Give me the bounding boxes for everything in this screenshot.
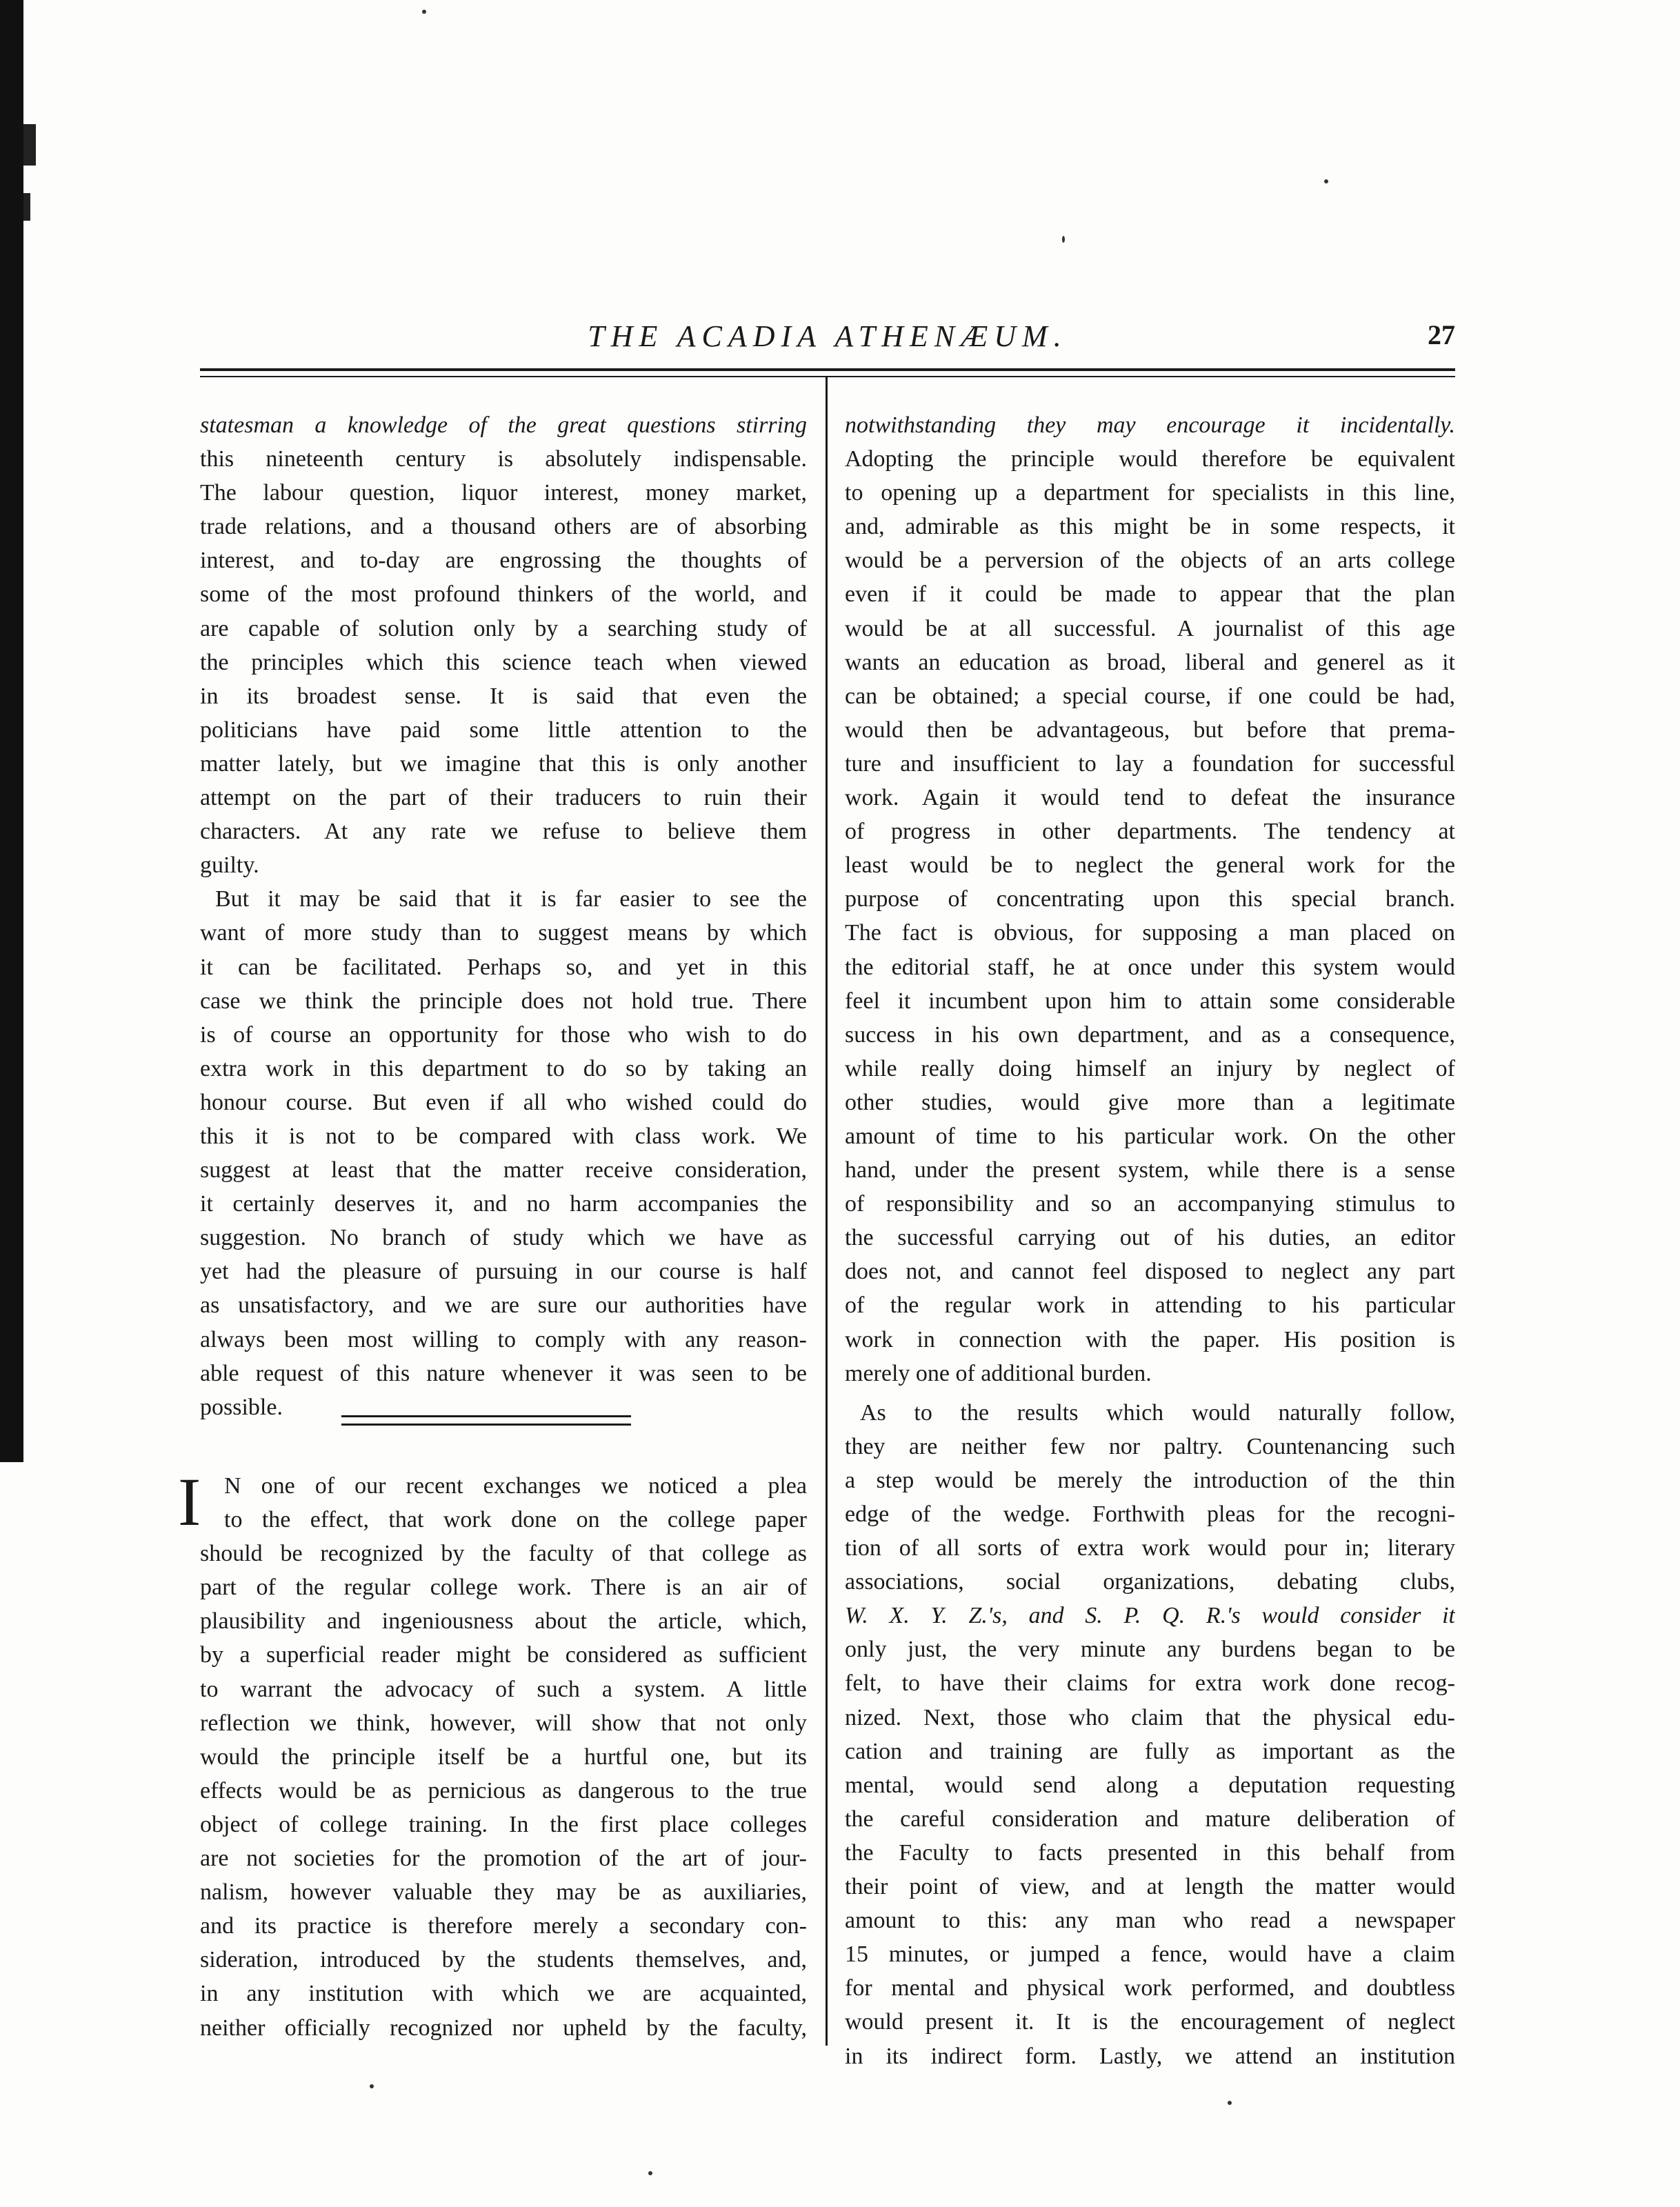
ink-speck: [1228, 2101, 1232, 2105]
text-line: hand, under the present system, while there is a sense: [845, 1157, 1455, 1184]
text-line: the Faculty to facts presented in this behalf from: [845, 1839, 1455, 1866]
drop-cap: I: [178, 1464, 201, 1540]
text-line: the principles which this science teach when viewed: [200, 649, 807, 675]
text-line: As to the results which would naturally follow,: [860, 1399, 1455, 1426]
text-line: always been most willing to comply with any reason-: [200, 1326, 807, 1352]
text-line: guilty.: [200, 852, 259, 879]
text-line: notwithstanding they may encourage it incidentally.: [845, 412, 1455, 438]
text-line: as unsatisfactory, and we are sure our authorities have: [200, 1292, 807, 1319]
ink-speck: [422, 10, 426, 14]
text-line: the successful carrying out of his duties, an editor: [845, 1225, 1455, 1251]
second-article: [200, 1469, 807, 2045]
text-line: reflection we think, however, will show that not only: [200, 1710, 807, 1736]
text-line: characters. At any rate we refuse to believe them: [200, 819, 807, 845]
text-line: interest, and to-day are engrossing the thoughts of: [200, 548, 807, 574]
column-divider: [826, 377, 828, 2046]
text-line: nized. Next, those who claim that the physical edu-: [845, 1704, 1455, 1730]
text-line: case we think the principle does not hold true. There: [200, 988, 807, 1014]
text-line: only just, the very minute any burdens began to be: [845, 1637, 1455, 1663]
text-line: part of the regular college work. There is an air of: [200, 1575, 807, 1601]
ink-speck: [370, 2084, 374, 2088]
right-column: [845, 408, 1455, 2073]
journal-title: THE ACADIA ATHENÆUM.: [588, 319, 1068, 353]
text-line: even if it could be made to appear that the plan: [845, 581, 1455, 608]
text-line: associations, social organizations, debating clubs,: [845, 1569, 1455, 1595]
text-line: neither officially recognized nor upheld by the faculty,: [200, 2015, 807, 2041]
text-line: attempt on the part of their traducers to ruin their: [200, 785, 807, 811]
text-line: sideration, introduced by the students themselves, and,: [200, 1947, 807, 1973]
text-line: is of course an opportunity for those who wish to do: [200, 1021, 807, 1048]
text-line: felt, to have their claims for extra work done recog-: [845, 1670, 1455, 1697]
text-line: mental, would send along a deputation requesting: [845, 1772, 1455, 1798]
page-number: 27: [1428, 319, 1455, 350]
text-line: work in connection with the paper. His position is: [845, 1326, 1455, 1352]
text-line: 15 minutes, or jumped a fence, would have a claim: [845, 1941, 1455, 1968]
text-line: should be recognized by the faculty of that college as: [200, 1541, 807, 1567]
text-line: while really doing himself an injury by neglect of: [845, 1055, 1455, 1081]
text-line: a step would be merely the introduction of the thin: [845, 1467, 1455, 1493]
text-line: would be at all successful. A journalist of this age: [845, 615, 1455, 641]
text-line: in its broadest sense. It is said that even the: [200, 683, 807, 709]
running-head: [200, 319, 1455, 367]
text-line: other studies, would give more than a legitimate: [845, 1089, 1455, 1115]
text-line: are capable of solution only by a searching study of: [200, 615, 807, 641]
text-line: feel it incumbent upon him to attain some considerable: [845, 988, 1455, 1014]
header-rule-top: [200, 368, 1455, 371]
text-line: able request of this nature whenever it was seen to be: [200, 1360, 807, 1386]
text-line: politicians have paid some little attention to the: [200, 717, 807, 743]
text-line: honour course. But even if all who wished could do: [200, 1089, 807, 1115]
article-separator-top: [341, 1415, 631, 1417]
text-line: statesman a knowledge of the great questions stirring: [200, 412, 807, 438]
text-line: the editorial staff, he at once under this system would: [845, 954, 1455, 980]
text-line: The fact is obvious, for supposing a man placed on: [845, 920, 1455, 946]
text-line: of responsibility and so an accompanying stimulus to: [845, 1191, 1455, 1217]
text-line: effects would be as pernicious as dangerous to the true: [200, 1777, 807, 1804]
article-separator-bottom: [341, 1424, 631, 1426]
text-line: to the effect, that work done on the college paper: [224, 1507, 807, 1533]
text-line: by a superficial reader might be considered as sufficient: [200, 1642, 807, 1668]
text-line: would present it. It is the encouragement of neglect: [845, 2009, 1455, 2035]
text-line: matter lately, but we imagine that this is only another: [200, 750, 807, 777]
text-line: But it may be said that it is far easier to see the: [215, 886, 807, 912]
text-line: would the principle itself be a hurtful one, but its: [200, 1744, 807, 1770]
text-line: in its indirect form. Lastly, we attend an institution: [845, 2043, 1455, 2069]
left-column: [200, 408, 807, 1424]
text-line: of progress in other departments. The tendency at: [845, 819, 1455, 845]
text-line: ture and insufficient to lay a foundation for successful: [845, 750, 1455, 777]
text-line: amount of time to his particular work. On the other: [845, 1123, 1455, 1149]
text-line: merely one of additional burden.: [845, 1360, 1152, 1386]
text-line: in any institution with which we are acquainted,: [200, 1981, 807, 2007]
ink-speck: [1324, 179, 1328, 183]
text-line: Adopting the principle would therefore be equivalent: [845, 446, 1455, 472]
text-line: this nineteenth century is absolutely indispensable.: [200, 446, 807, 472]
text-line: and its practice is therefore merely a secondary con-: [200, 1913, 807, 1939]
text-line: would be a perversion of the objects of an arts college: [845, 548, 1455, 574]
text-line: cation and training are fully as important as the: [845, 1738, 1455, 1764]
text-line: success in his own department, and as a consequence,: [845, 1021, 1455, 1048]
header-rule-bottom: [200, 376, 1455, 377]
text-line: wants an education as broad, liberal and generel as it: [845, 649, 1455, 675]
text-line: their point of view, and at length the matter would: [845, 1874, 1455, 1900]
text-line: possible.: [200, 1394, 283, 1420]
text-line: object of college training. In the first place colleges: [200, 1811, 807, 1837]
text-line: least would be to neglect the general work for the: [845, 852, 1455, 879]
binding-speck: [23, 193, 30, 221]
text-line: want of more study than to suggest means by which: [200, 920, 807, 946]
text-line: to opening up a department for specialists in this line,: [845, 480, 1455, 506]
text-line: trade relations, and a thousand others are of absorbing: [200, 514, 807, 540]
text-line: tion of all sorts of extra work would pour in; literary: [845, 1535, 1455, 1561]
text-line: N one of our recent exchanges we noticed a plea: [224, 1473, 807, 1499]
text-line: would then be advantageous, but before that prema-: [845, 717, 1455, 743]
text-line: suggestion. No branch of study which we have as: [200, 1225, 807, 1251]
text-line: edge of the wedge. Forthwith pleas for the recogni-: [845, 1501, 1455, 1527]
text-line: amount to this: any man who read a newspaper: [845, 1908, 1455, 1934]
text-line: they are neither few nor paltry. Countenancing such: [845, 1433, 1455, 1459]
text-line: work. Again it would tend to defeat the insurance: [845, 785, 1455, 811]
text-line: yet had the pleasure of pursuing in our course is half: [200, 1259, 807, 1285]
text-line: of the regular work in attending to his particular: [845, 1292, 1455, 1319]
text-line: W. X. Y. Z.'s, and S. P. Q. R.'s would consider it: [845, 1603, 1455, 1629]
text-line: are not societies for the promotion of the art of jour-: [200, 1846, 807, 1872]
text-line: some of the most profound thinkers of the world, and: [200, 581, 807, 608]
text-line: it certainly deserves it, and no harm accompanies the: [200, 1191, 807, 1217]
text-line: does not, and cannot feel disposed to neglect any part: [845, 1259, 1455, 1285]
text-line: to warrant the advocacy of such a system. A little: [200, 1676, 807, 1702]
text-line: can be obtained; a special course, if one could be had,: [845, 683, 1455, 709]
text-line: suggest at least that the matter receive consideration,: [200, 1157, 807, 1184]
text-line: plausibility and ingeniousness about the article, which,: [200, 1608, 807, 1635]
text-line: and, admirable as this might be in some respects, it: [845, 514, 1455, 540]
text-line: this it is not to be compared with class work. We: [200, 1123, 807, 1149]
text-line: extra work in this department to do so by taking an: [200, 1055, 807, 1081]
ink-speck: [648, 2171, 652, 2175]
text-line: the careful consideration and mature deliberation of: [845, 1806, 1455, 1832]
text-line: it can be facilitated. Perhaps so, and yet in this: [200, 954, 807, 980]
text-line: The labour question, liquor interest, money market,: [200, 480, 807, 506]
binding-speck: [23, 124, 36, 166]
binding-edge: [0, 0, 23, 1462]
ink-speck: [1062, 236, 1065, 243]
text-line: nalism, however valuable they may be as auxiliaries,: [200, 1879, 807, 1906]
text-line: for mental and physical work performed, and doubtless: [845, 1975, 1455, 2001]
text-line: purpose of concentrating upon this special branch.: [845, 886, 1455, 912]
